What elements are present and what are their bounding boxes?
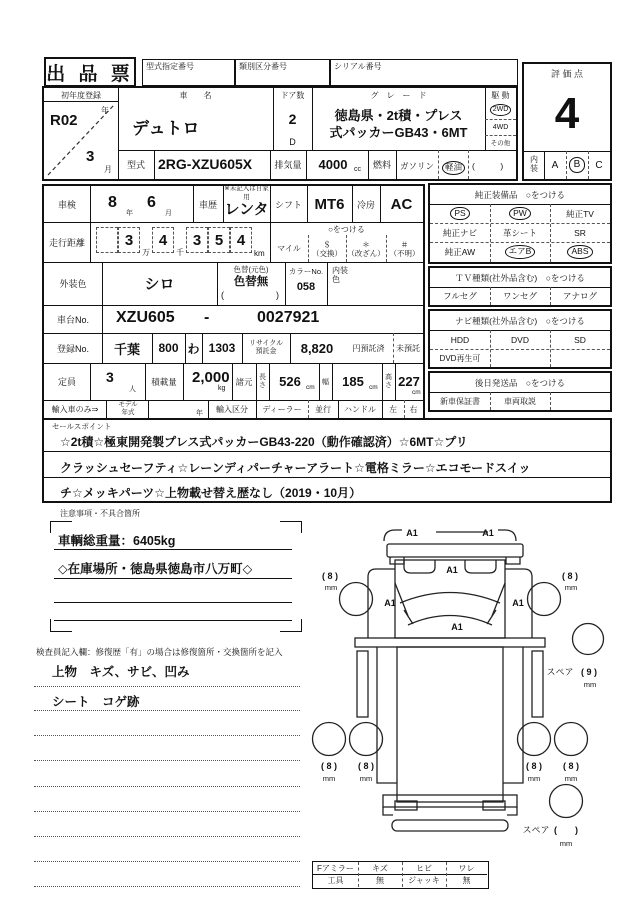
tire-depth-rear: ( 8 ) — [357, 761, 375, 771]
equip-abs — [550, 242, 610, 262]
model-year-label: モデル年式 — [118, 401, 138, 416]
circled-mark: PW — [509, 207, 531, 221]
mileage-mark-unknown — [386, 235, 423, 262]
mileage-mark-mile: マイル — [277, 244, 301, 253]
panel-label: A1 — [384, 598, 396, 608]
fuel-other: ( ) — [472, 161, 504, 171]
form-title-box — [44, 57, 136, 87]
serial-no-box — [330, 59, 518, 86]
tool-mirror-table — [312, 861, 489, 889]
cargo-body — [397, 647, 503, 802]
circled-mark: B — [569, 157, 586, 173]
tv-oneseg: ワンセグ — [502, 291, 537, 301]
tv-type-header: ＴＶ種類(社外品含む) ○をつける — [455, 272, 585, 283]
tools-value: 無 — [376, 876, 384, 885]
dimensions-label: 諸元 — [235, 376, 253, 387]
dotted-line — [34, 710, 300, 711]
shipping-manual: 車両取説 — [504, 396, 536, 406]
mileage-digit: 4 — [152, 227, 174, 253]
tire-depth-rear: ( 8 ) — [525, 761, 543, 771]
chassis-no-label: 車台No. — [56, 314, 89, 325]
mileage-digit: 4 — [230, 227, 252, 253]
equip-navi: 純正ナビ — [442, 227, 477, 238]
capacity-label: 定員 — [57, 377, 76, 387]
mm-unit: mm — [583, 680, 597, 689]
cab-vent — [404, 560, 435, 573]
sales-points-line1: ☆2t積☆極東開発製プレス式パッカーGB43-220（動作確認済）☆6MT☆プリ — [60, 435, 468, 449]
dotted-line — [34, 836, 300, 837]
vehicle-detail-table — [42, 184, 425, 420]
model-year-unit: 年 — [196, 410, 203, 417]
mark-symbol: ＊ — [362, 239, 370, 249]
interior-grade-cell — [524, 151, 544, 179]
rear-left-outer-tire — [313, 723, 346, 756]
equip-leather: 革シート — [502, 227, 537, 238]
panel-label: A1 — [482, 528, 494, 538]
doors-sub: D — [289, 137, 296, 147]
front-bumper — [387, 544, 523, 557]
front-mirror-label: Fアミラー — [317, 863, 354, 873]
windshield-arc — [400, 593, 500, 604]
recycle-label-cell — [242, 333, 290, 363]
frame-rail — [357, 651, 368, 717]
dotted-line — [34, 886, 300, 887]
equip-aw: 純正AW — [444, 247, 476, 257]
recycle-label: リサイクル預託金 — [248, 339, 284, 355]
chassis-no-dash: - — [204, 309, 210, 326]
mirror-break: ワレ — [458, 863, 475, 873]
month-unit: 月 — [165, 210, 172, 217]
vehicle-diagram — [300, 505, 640, 863]
mileage-digit — [96, 227, 118, 253]
equip-sr: SR — [574, 227, 586, 238]
registration-area: 千葉 — [113, 341, 140, 357]
doors-value: 2 — [288, 111, 297, 127]
jack-value: 無 — [462, 876, 471, 885]
later-shipping-header: 後日発送品 ○をつける — [474, 377, 566, 388]
cm-unit: cm — [412, 389, 421, 396]
equip-pw — [490, 204, 550, 223]
panel-label: A1 — [451, 622, 463, 632]
evaluation-label: 評 価 点 — [550, 68, 583, 79]
mirror-scratch: キズ — [372, 863, 388, 873]
cab-vent — [465, 560, 496, 573]
interior-grade-label: 内装 — [530, 155, 538, 173]
handle-left: 左 — [389, 404, 397, 414]
first-registration-label: 初年度登録 — [61, 90, 101, 100]
class-division-no-label: 類別区分番号 — [239, 62, 287, 71]
model-designation-no-box — [142, 59, 235, 86]
spare-label: スペア — [546, 667, 574, 677]
serial-no-label: シリアル番号 — [334, 62, 382, 71]
shipping-warranty: 新車保証書 — [440, 396, 480, 406]
recycle-not-deposited: 未預託 — [396, 343, 420, 353]
interior-grade-a: A — [551, 159, 559, 171]
exterior-color-value: シロ — [144, 276, 175, 293]
color-no-label: カラーNo. — [288, 266, 324, 276]
payload-label: 積載量 — [151, 376, 177, 387]
width-value: 185 — [342, 374, 364, 389]
panel-label: A1 — [406, 528, 418, 538]
tire-depth-front-left: ( 8 ) — [321, 571, 339, 581]
class-division-no-box — [235, 59, 330, 86]
mark-text — [347, 240, 385, 258]
divider — [90, 222, 91, 262]
first-registration-month: 3 — [86, 148, 95, 165]
dotted-line — [34, 760, 300, 761]
history-value: レンタ — [224, 200, 269, 218]
color-change-label: 色替(元色) — [233, 264, 269, 274]
month-unit: 月 — [104, 165, 112, 174]
inspector-line2: シート コゲ跡 — [52, 695, 140, 709]
mm-unit: mm — [322, 774, 336, 783]
dotted-line — [34, 686, 300, 687]
registration-kana: わ — [187, 341, 200, 356]
chassis-no-serial: 0027921 — [257, 309, 320, 326]
year-unit: 年 — [101, 106, 109, 115]
dotted-line — [34, 786, 300, 787]
aircon-label: 冷房 — [356, 199, 375, 210]
capacity-unit: 人 — [129, 386, 136, 393]
inspection-label: 車検 — [57, 199, 76, 210]
tire-depth-spare1: ( 9 ) — [580, 667, 598, 677]
import-parallel: 並行 — [315, 404, 331, 414]
shift-value: MT6 — [314, 195, 345, 213]
mark-text — [312, 240, 342, 258]
first-registration-year: R02 — [50, 112, 78, 129]
spare-tire-2 — [550, 785, 583, 818]
notes-line2: ◇在庫場所・徳島県徳島市八万町◇ — [58, 562, 253, 576]
tire-depth-spare2: ( ) — [554, 825, 578, 835]
model-designation-no-label: 型式指定番号 — [146, 62, 194, 71]
inspection-year: 8 — [108, 194, 117, 211]
recycle-deposited: 円預託済 — [352, 343, 385, 353]
tv-analog: アナログ — [562, 291, 597, 301]
divider — [106, 400, 107, 418]
paren-left: ( — [221, 290, 224, 300]
import-division-label: 輸入区分 — [216, 404, 248, 414]
divider — [54, 549, 292, 550]
payload-unit: kg — [218, 385, 226, 392]
bracket-corner — [280, 521, 302, 533]
tire-depth-rear: ( 8 ) — [320, 761, 338, 771]
mileage-digit: 3 — [118, 227, 140, 253]
rear-right-outer-tire — [555, 723, 588, 756]
height-label: 高さ — [385, 373, 392, 389]
tire-depth-front-right: ( 8 ) — [561, 571, 579, 581]
sales-points-box — [42, 418, 612, 503]
aircon-value: AC — [390, 195, 413, 213]
model-code-value: 2RG-XZU605X — [158, 156, 253, 172]
navi-type-box — [428, 309, 612, 369]
spare-tire-1 — [573, 624, 604, 655]
vehicle-main-table — [42, 86, 518, 181]
drive-2wd — [485, 101, 516, 119]
grade-line1: 徳島県・2t積・プレス — [334, 107, 463, 123]
sales-points-label: セールスポイント — [52, 422, 112, 431]
mileage-mark-tampered — [346, 235, 386, 262]
divider — [183, 363, 184, 400]
divider — [327, 262, 328, 305]
dotted-line — [34, 735, 300, 736]
divider — [102, 305, 103, 333]
sales-points-line3: チ☆メッキパーツ☆上物載せ替え歴なし（2019・10月） — [60, 486, 362, 500]
tools-label: 工具 — [327, 876, 344, 885]
drive-4wd: 4WD — [492, 123, 509, 131]
divider — [54, 620, 292, 621]
mm-unit: mm — [324, 583, 338, 592]
mileage-digit: 3 — [186, 227, 208, 253]
displacement-unit: cc — [354, 166, 361, 173]
notes-label: 注意事項・不具合箇所 — [60, 509, 140, 518]
divider — [54, 578, 292, 579]
evaluation-score: 4 — [554, 89, 580, 138]
cab-step — [355, 638, 545, 647]
drive-other: その他 — [490, 140, 511, 147]
mileage-mark-exchange — [308, 235, 346, 262]
cm-unit: cm — [306, 384, 315, 391]
navi-dvd: DVD — [511, 334, 529, 345]
form-title: 出 品 票 — [46, 63, 134, 85]
divider — [90, 186, 91, 222]
circled-mark: 軽油 — [442, 161, 465, 175]
frame-rail — [532, 651, 543, 717]
mileage-label: 走行距離 — [48, 237, 85, 248]
doors-label: ドア数 — [280, 90, 305, 100]
mark-symbol: ＄ — [323, 239, 331, 249]
paren-right: ) — [276, 290, 279, 300]
length-value: 526 — [279, 374, 301, 389]
mark-word: （不明） — [389, 248, 420, 258]
history-note: ※未記入は自家用 — [224, 185, 269, 201]
tv-type-box — [428, 266, 612, 307]
mm-unit: mm — [559, 839, 573, 848]
frame-line — [377, 647, 523, 783]
jack-label: ジャッキ — [408, 876, 440, 885]
mileage-mark-header: ○をつける — [328, 224, 365, 234]
fuel-label: 燃料 — [372, 160, 391, 170]
divider — [148, 400, 149, 418]
cm-unit: cm — [369, 384, 378, 391]
panel-label: A1 — [512, 598, 524, 608]
fuel-diesel — [442, 157, 465, 175]
inspector-label: 検査員記入欄：修復歴「有」の場合は修復箇所・交換箇所を記入 — [36, 647, 283, 657]
car-name-value: デュトロ — [132, 119, 200, 138]
color-change-value: 色替無 — [233, 276, 269, 288]
tire-depth-rear: ( 8 ) — [562, 761, 580, 771]
divider — [44, 477, 610, 478]
color-no-value: 058 — [296, 281, 316, 293]
height-label-cell — [382, 363, 395, 400]
tv-fullseg: フルセグ — [443, 291, 477, 301]
mm-unit: mm — [359, 774, 373, 783]
fuel-gasoline: ガソリン — [400, 161, 435, 171]
mileage-unit: km — [254, 249, 265, 258]
length-label-cell — [256, 363, 269, 400]
navi-dvd-play: DVD再生可 — [439, 353, 481, 363]
equip-tv: 純正TV — [566, 208, 594, 219]
mm-unit: mm — [527, 774, 541, 783]
pillar-line — [404, 610, 496, 624]
registration-number: 1303 — [208, 341, 236, 355]
payload-value: 2,000 — [192, 369, 230, 386]
windshield-arc — [408, 616, 492, 626]
navi-hdd: HDD — [450, 334, 470, 345]
bumper-end — [383, 807, 517, 815]
history-label: 車歴 — [198, 199, 217, 210]
shift-label: シフト — [274, 199, 302, 210]
divider — [438, 150, 439, 179]
interior-grade-c: C — [595, 159, 603, 171]
registration-class: 800 — [158, 341, 179, 355]
grade-label: グ レ ー ド — [370, 90, 427, 100]
spare-label: スペア — [522, 825, 550, 835]
circled-mark: ABS — [567, 245, 592, 259]
model-code-label: 型式 — [126, 160, 145, 170]
registration-no-label: 登録No. — [56, 343, 89, 354]
circled-mark: 2WD — [490, 104, 512, 116]
import-only-label: 輸入車のみ⇒ — [51, 404, 99, 414]
divider — [468, 150, 469, 179]
length-label: 長さ — [259, 373, 266, 389]
interior-color-label: 内装色 — [332, 266, 348, 285]
import-dealer: ディーラー — [262, 404, 302, 414]
dotted-line — [34, 811, 300, 812]
bracket-line — [384, 530, 402, 541]
handle-right: 右 — [409, 404, 418, 414]
capacity-value: 3 — [106, 369, 114, 385]
divider — [90, 363, 91, 400]
circled-mark: エアB — [505, 245, 536, 259]
inspector-line1: 上物 キズ、サビ、凹み — [52, 665, 190, 679]
divider — [550, 392, 551, 410]
mark-text — [390, 240, 420, 258]
equip-airbag — [490, 242, 550, 262]
inspection-month: 6 — [147, 194, 156, 211]
navi-sd: SD — [574, 334, 586, 345]
displacement-value: 4000 — [318, 157, 348, 172]
sales-points-line2: クラッシュセーフティ☆レーンディパーチャーアラート☆電格ミラー☆エコモードスイッ — [60, 461, 531, 475]
mirror-crack: ヒビ — [416, 863, 432, 873]
circled-mark: PS — [450, 207, 469, 221]
mm-unit: mm — [564, 583, 578, 592]
car-name-label: 車 名 — [179, 90, 212, 100]
navi-type-header: ナビ種類(社外品含む) ○をつける — [455, 315, 585, 326]
mark-symbol: ＃ — [400, 239, 409, 249]
handle-label: ハンドル — [344, 404, 376, 414]
oem-equipment-header: 純正装備品 ○をつける — [474, 189, 566, 200]
drive-label: 駆 動 — [491, 90, 510, 100]
mileage-digit: 5 — [208, 227, 230, 253]
divider — [44, 451, 610, 452]
year-unit: 年 — [126, 210, 133, 217]
notes-line1: 車輌総重量：6405kg — [58, 534, 176, 548]
panel-label: A1 — [446, 565, 458, 575]
chassis-no-prefix: XZU605 — [116, 309, 175, 326]
width-label: 幅 — [322, 378, 329, 386]
model-year-cell — [108, 400, 148, 418]
exterior-color-label: 外装色 — [59, 279, 87, 289]
oem-equipment-box — [428, 183, 612, 264]
mm-unit: mm — [564, 774, 578, 783]
grade-line2: 式パッカーGB43・6MT — [329, 124, 468, 140]
rear-bar — [392, 820, 508, 831]
equip-ps — [430, 204, 490, 223]
displacement-label: 排気量 — [274, 160, 302, 170]
evaluation-box — [522, 62, 612, 181]
mark-word: （交換） — [312, 248, 342, 258]
pillar-line — [395, 583, 505, 616]
mileage-man: 万 — [142, 248, 150, 257]
mileage-sen: 千 — [176, 248, 184, 257]
dotted-line — [34, 861, 300, 862]
divider — [396, 150, 397, 179]
bracket-line — [498, 530, 516, 541]
divider — [54, 602, 292, 603]
height-value: 227 — [398, 374, 420, 389]
interior-grade-b — [566, 151, 588, 179]
recycle-amount: 8,820 — [300, 340, 334, 356]
later-shipping-box — [428, 371, 612, 412]
mark-word: （改ざん） — [347, 248, 385, 258]
divider — [154, 150, 155, 179]
